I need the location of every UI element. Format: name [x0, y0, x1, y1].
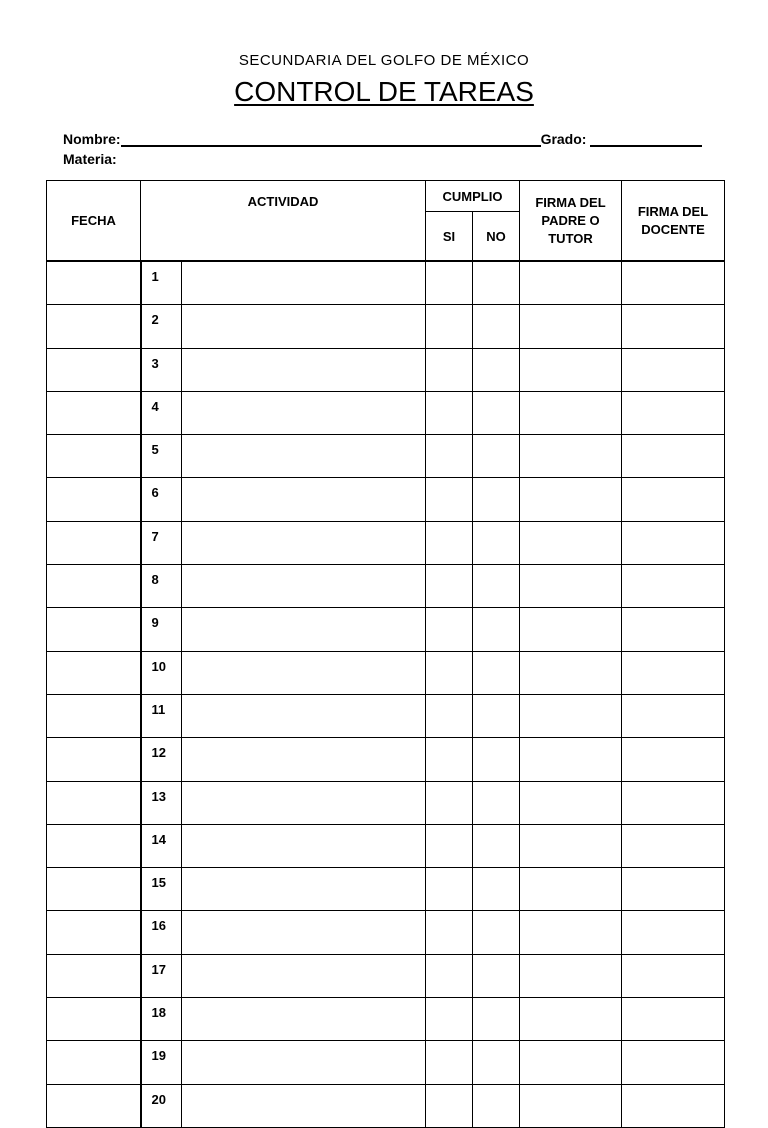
row-number: 7 [141, 521, 182, 564]
firma-docente-cell[interactable] [622, 651, 725, 694]
fecha-cell[interactable] [47, 868, 141, 911]
si-cell[interactable] [426, 998, 473, 1041]
firma-docente-cell[interactable] [622, 391, 725, 434]
si-cell[interactable] [426, 565, 473, 608]
firma-docente-cell[interactable] [622, 1041, 725, 1084]
table-row [47, 911, 725, 954]
no-cell[interactable] [473, 521, 520, 564]
actividad-cell[interactable] [182, 478, 426, 521]
firma-docente-cell[interactable] [622, 738, 725, 781]
actividad-cell[interactable] [182, 1084, 426, 1127]
row-number: 10 [141, 651, 182, 694]
si-cell[interactable] [426, 261, 473, 305]
firma-docente-cell[interactable] [622, 305, 725, 348]
row-number: 20 [141, 1084, 182, 1127]
firma-padre-cell[interactable] [520, 911, 622, 954]
fecha-cell[interactable] [47, 521, 141, 564]
firma-padre-cell[interactable] [520, 694, 622, 737]
student-fields [63, 127, 723, 167]
si-cell[interactable] [426, 911, 473, 954]
firma-docente-cell[interactable] [622, 1084, 725, 1127]
no-cell[interactable] [473, 868, 520, 911]
table-row [47, 348, 725, 391]
no-cell[interactable] [473, 478, 520, 521]
actividad-cell[interactable] [182, 608, 426, 651]
actividad-cell[interactable] [182, 651, 426, 694]
no-cell[interactable] [473, 608, 520, 651]
grado-field-line[interactable] [590, 131, 702, 147]
firma-docente-cell[interactable] [622, 478, 725, 521]
actividad-cell[interactable] [182, 565, 426, 608]
actividad-cell[interactable] [182, 391, 426, 434]
row-number: 3 [141, 348, 182, 391]
firma-docente-cell[interactable] [622, 348, 725, 391]
row-number: 12 [141, 738, 182, 781]
table-row [47, 824, 725, 867]
header-firma-padre: FIRMA DEL PADRE O TUTOR [520, 181, 622, 262]
firma-padre-cell[interactable] [520, 391, 622, 434]
firma-padre-cell[interactable] [520, 824, 622, 867]
si-cell[interactable] [426, 478, 473, 521]
table-row [47, 781, 725, 824]
table-row [47, 1041, 725, 1084]
no-cell[interactable] [473, 998, 520, 1041]
fecha-cell[interactable] [47, 954, 141, 997]
page-title: CONTROL DE TAREAS [234, 76, 534, 107]
firma-padre-cell[interactable] [520, 435, 622, 478]
fecha-cell[interactable] [47, 261, 141, 305]
si-cell[interactable] [426, 1084, 473, 1127]
table-row [47, 998, 725, 1041]
firma-padre-cell[interactable] [520, 478, 622, 521]
nombre-field-line[interactable] [121, 131, 541, 147]
actividad-cell[interactable] [182, 694, 426, 737]
table-row [47, 478, 725, 521]
firma-docente-cell[interactable] [622, 261, 725, 305]
firma-docente-cell[interactable] [622, 435, 725, 478]
firma-padre-cell[interactable] [520, 781, 622, 824]
tasks-table-body [47, 261, 725, 1127]
row-number: 13 [141, 781, 182, 824]
si-cell[interactable] [426, 781, 473, 824]
header-no: NO [473, 212, 520, 262]
row-number: 4 [141, 391, 182, 434]
firma-padre-cell[interactable] [520, 868, 622, 911]
firma-padre-cell[interactable] [520, 1084, 622, 1127]
firma-padre-cell[interactable] [520, 1041, 622, 1084]
firma-docente-cell[interactable] [622, 824, 725, 867]
nombre-grado-row [63, 127, 723, 147]
table-row [47, 391, 725, 434]
row-number: 5 [141, 435, 182, 478]
firma-padre-cell[interactable] [520, 608, 622, 651]
actividad-cell[interactable] [182, 954, 426, 997]
row-number: 19 [141, 1041, 182, 1084]
row-number: 17 [141, 954, 182, 997]
fecha-cell[interactable] [47, 781, 141, 824]
actividad-cell[interactable] [182, 911, 426, 954]
fecha-cell[interactable] [47, 651, 141, 694]
row-number: 9 [141, 608, 182, 651]
header-fecha: FECHA [47, 181, 141, 262]
no-cell[interactable] [473, 348, 520, 391]
si-cell[interactable] [426, 391, 473, 434]
no-cell[interactable] [473, 565, 520, 608]
page-title-wrapper [0, 76, 768, 108]
firma-padre-cell[interactable] [520, 565, 622, 608]
firma-padre-cell[interactable] [520, 738, 622, 781]
no-cell[interactable] [473, 738, 520, 781]
materia-label: Materia: [63, 151, 117, 167]
si-cell[interactable] [426, 435, 473, 478]
no-cell[interactable] [473, 261, 520, 305]
si-cell[interactable] [426, 521, 473, 564]
firma-docente-cell[interactable] [622, 694, 725, 737]
firma-docente-cell[interactable] [622, 565, 725, 608]
actividad-cell[interactable] [182, 998, 426, 1041]
firma-docente-cell[interactable] [622, 954, 725, 997]
fecha-cell[interactable] [47, 478, 141, 521]
no-cell[interactable] [473, 435, 520, 478]
si-cell[interactable] [426, 1041, 473, 1084]
no-cell[interactable] [473, 911, 520, 954]
firma-padre-cell[interactable] [520, 305, 622, 348]
no-cell[interactable] [473, 391, 520, 434]
no-cell[interactable] [473, 651, 520, 694]
firma-docente-cell[interactable] [622, 911, 725, 954]
no-cell[interactable] [473, 1084, 520, 1127]
actividad-cell[interactable] [182, 305, 426, 348]
table-row [47, 305, 725, 348]
firma-docente-cell[interactable] [622, 868, 725, 911]
fecha-cell[interactable] [47, 565, 141, 608]
firma-docente-cell[interactable] [622, 781, 725, 824]
firma-padre-cell[interactable] [520, 651, 622, 694]
table-row [47, 521, 725, 564]
table-row [47, 738, 725, 781]
table-row [47, 954, 725, 997]
table-row [47, 694, 725, 737]
header-si: SI [426, 212, 473, 262]
fecha-cell[interactable] [47, 998, 141, 1041]
no-cell[interactable] [473, 781, 520, 824]
table-row [47, 565, 725, 608]
row-number: 2 [141, 305, 182, 348]
firma-padre-cell[interactable] [520, 521, 622, 564]
table-row [47, 608, 725, 651]
fecha-cell[interactable] [47, 694, 141, 737]
table-row [47, 1084, 725, 1127]
no-cell[interactable] [473, 954, 520, 997]
table-row [47, 435, 725, 478]
fecha-cell[interactable] [47, 305, 141, 348]
firma-docente-cell[interactable] [622, 608, 725, 651]
si-cell[interactable] [426, 868, 473, 911]
row-number: 11 [141, 694, 182, 737]
si-cell[interactable] [426, 651, 473, 694]
si-cell[interactable] [426, 954, 473, 997]
firma-padre-cell[interactable] [520, 954, 622, 997]
nombre-label: Nombre: [63, 131, 121, 147]
row-number: 18 [141, 998, 182, 1041]
actividad-cell[interactable] [182, 348, 426, 391]
header-cumplio: CUMPLIO [426, 181, 520, 212]
row-number: 1 [141, 261, 182, 305]
si-cell[interactable] [426, 694, 473, 737]
actividad-cell[interactable] [182, 868, 426, 911]
actividad-cell[interactable] [182, 261, 426, 305]
row-number: 15 [141, 868, 182, 911]
fecha-cell[interactable] [47, 348, 141, 391]
no-cell[interactable] [473, 694, 520, 737]
table-row [47, 868, 725, 911]
firma-padre-cell[interactable] [520, 348, 622, 391]
no-cell[interactable] [473, 824, 520, 867]
fecha-cell[interactable] [47, 1041, 141, 1084]
header-firma-docente: FIRMA DEL DOCENTE [622, 181, 725, 262]
materia-row [63, 147, 723, 167]
fecha-cell[interactable] [47, 608, 141, 651]
grado-label: Grado: [540, 131, 587, 147]
firma-padre-cell[interactable] [520, 261, 622, 305]
no-cell[interactable] [473, 305, 520, 348]
firma-docente-cell[interactable] [622, 998, 725, 1041]
actividad-cell[interactable] [182, 435, 426, 478]
fecha-cell[interactable] [47, 1084, 141, 1127]
no-cell[interactable] [473, 1041, 520, 1084]
fecha-cell[interactable] [47, 738, 141, 781]
si-cell[interactable] [426, 738, 473, 781]
actividad-cell[interactable] [182, 738, 426, 781]
firma-padre-cell[interactable] [520, 998, 622, 1041]
si-cell[interactable] [426, 824, 473, 867]
actividad-cell[interactable] [182, 824, 426, 867]
table-row [47, 651, 725, 694]
row-number: 14 [141, 824, 182, 867]
row-number: 16 [141, 911, 182, 954]
tasks-table [46, 180, 725, 1128]
si-cell[interactable] [426, 348, 473, 391]
fecha-cell[interactable] [47, 824, 141, 867]
actividad-cell[interactable] [182, 781, 426, 824]
firma-docente-cell[interactable] [622, 521, 725, 564]
row-number: 8 [141, 565, 182, 608]
actividad-cell[interactable] [182, 1041, 426, 1084]
fecha-cell[interactable] [47, 435, 141, 478]
header-actividad: ACTIVIDAD [141, 181, 426, 262]
row-number: 6 [141, 478, 182, 521]
table-row [47, 261, 725, 305]
si-cell[interactable] [426, 305, 473, 348]
school-name: SECUNDARIA DEL GOLFO DE MÉXICO [238, 52, 530, 69]
si-cell[interactable] [426, 608, 473, 651]
fecha-cell[interactable] [47, 391, 141, 434]
actividad-cell[interactable] [182, 521, 426, 564]
fecha-cell[interactable] [47, 911, 141, 954]
